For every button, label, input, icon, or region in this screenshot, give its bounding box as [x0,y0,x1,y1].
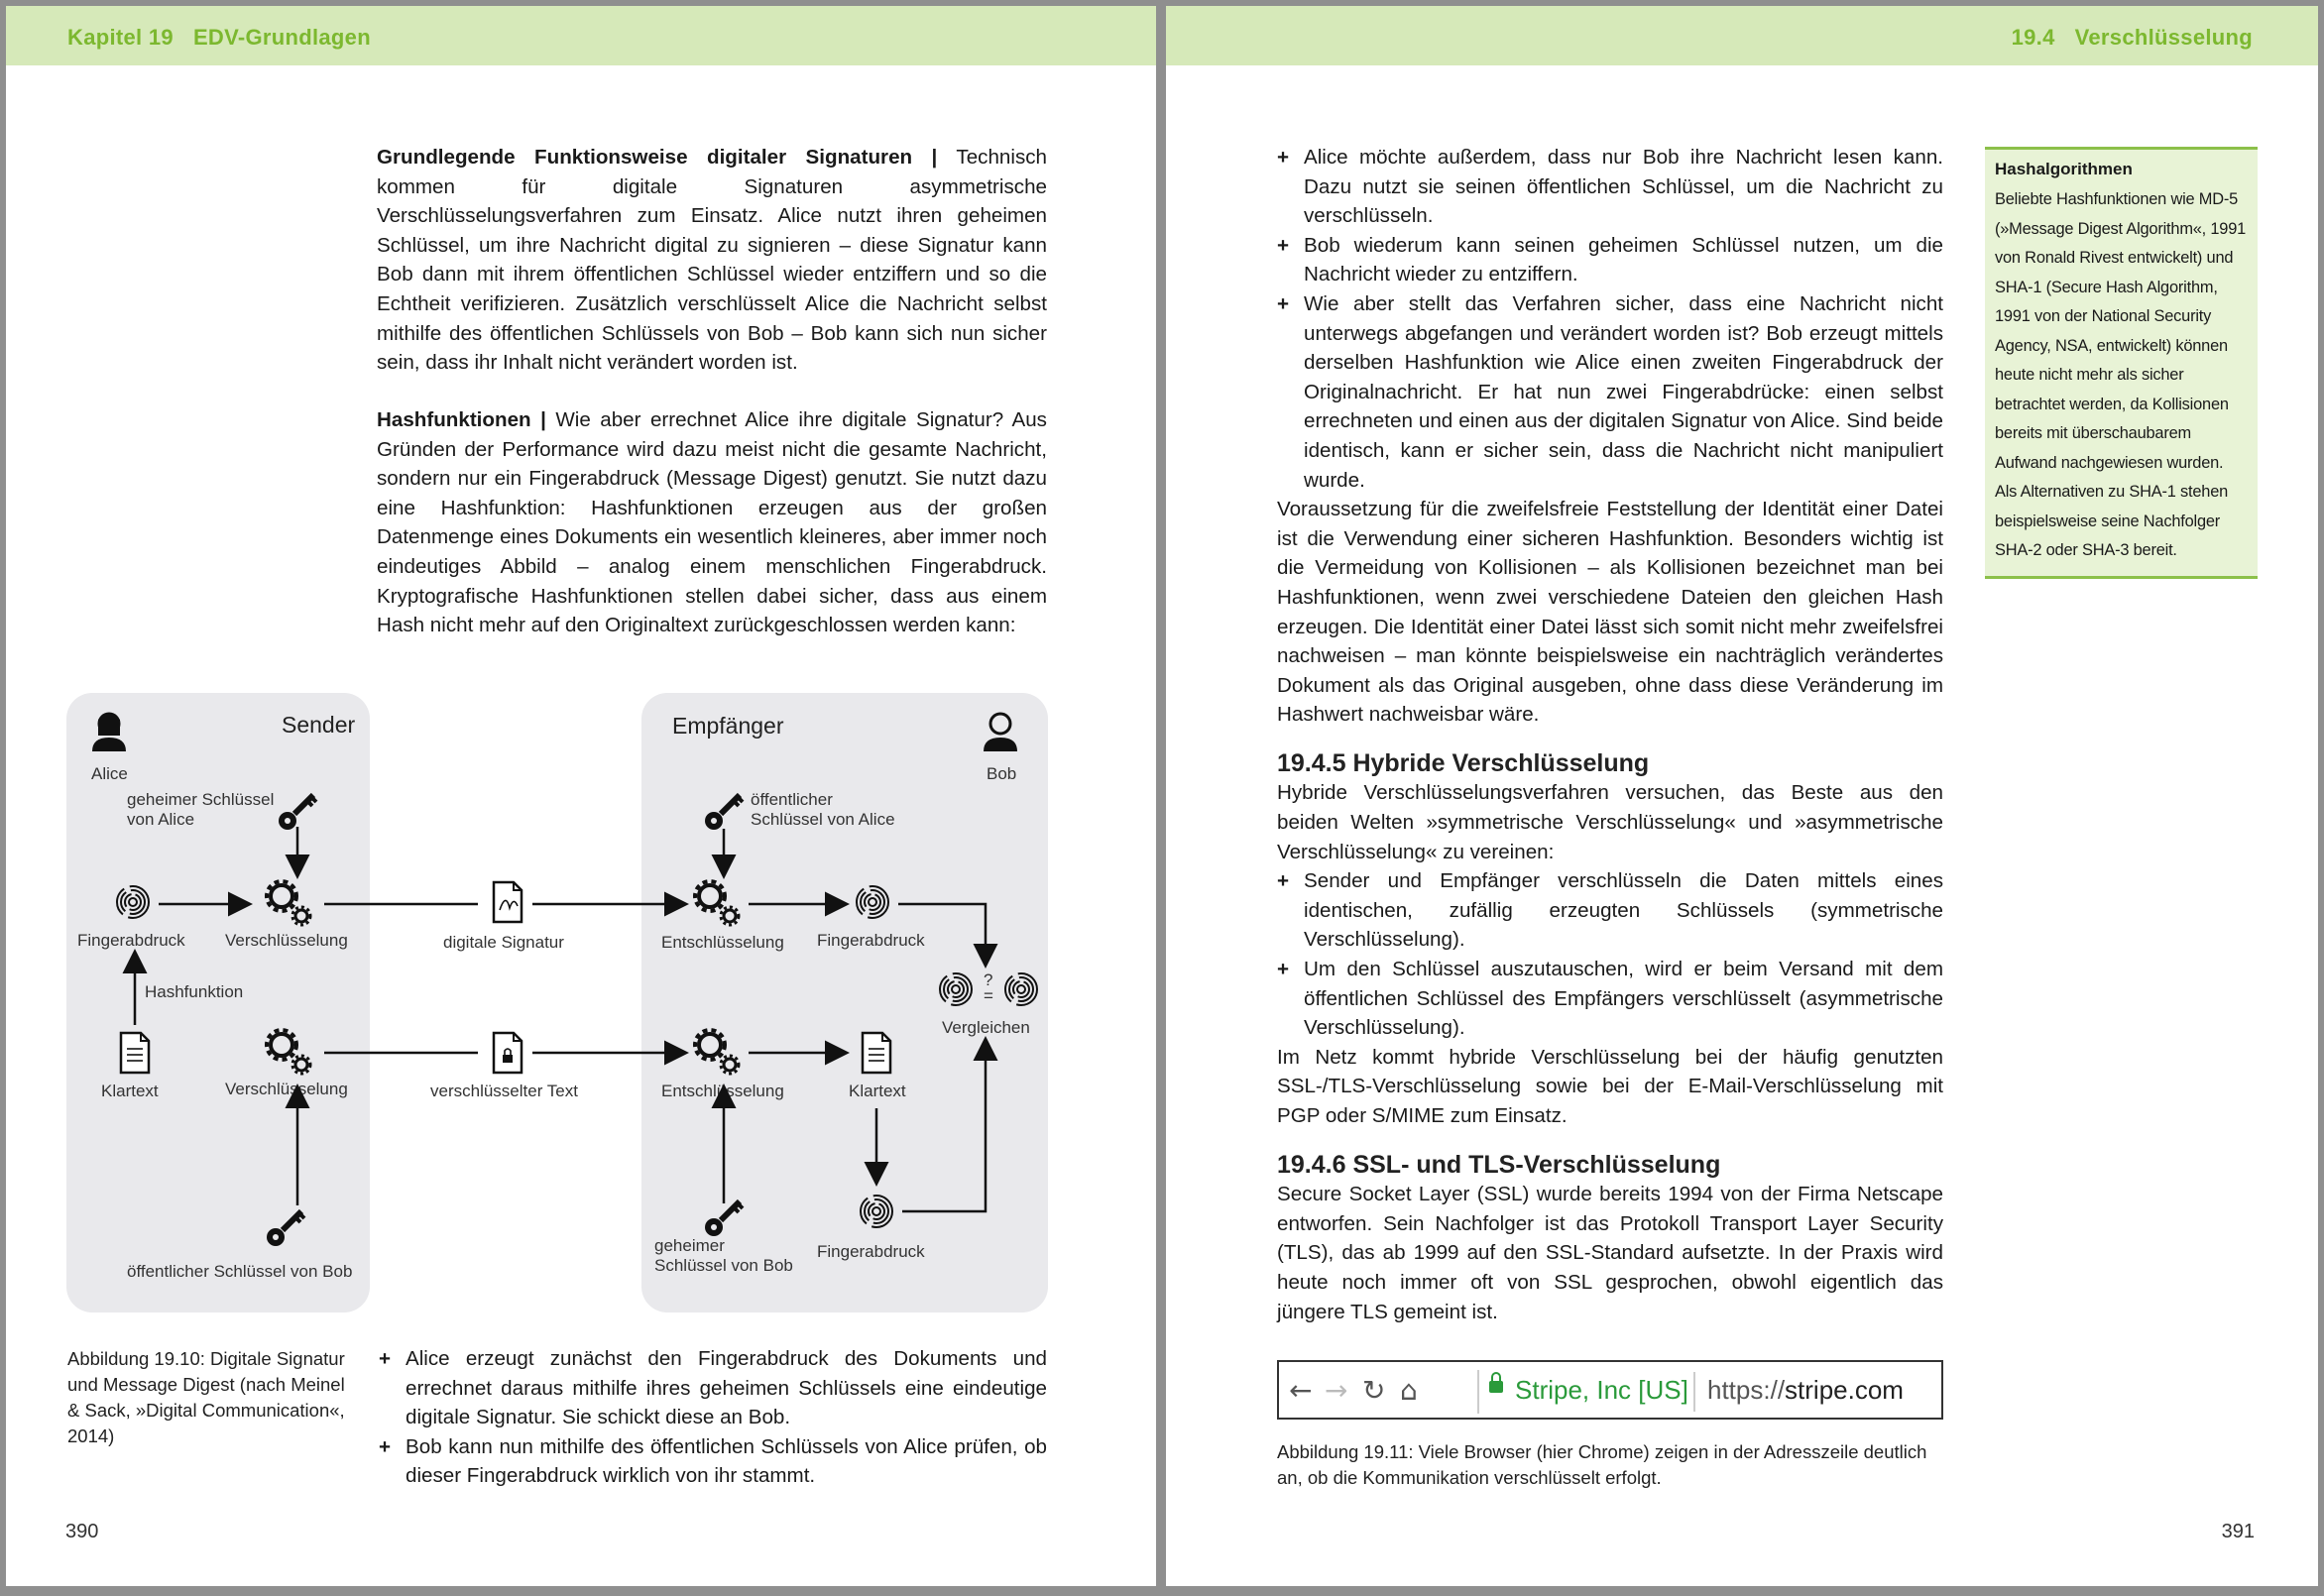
para1-text: Technisch kommen für digitale Signaturen asymmetrische Verschlüsselungsverfahren zum Einsatz. Alice nutzt ihren geheimen Schlüssel, um ihre Nachricht digital zu signieren – diese Signatur kann Bob dann mit ihrem öffentlichen Schlüssel wieder entziffern und so die Echtheit verifizieren. Zusätzlich verschlüsselt Alice die Nachricht selbst mithilfe des öffentlichen Schlüssels von Bob – Bob kann sich nun sicher sein, dass ihr Inhalt nicht verändert worden ist. [377,146,1047,375]
toolbar-separator [1477,1370,1479,1414]
fingerprint-label: Fingerabdruck [77,931,185,950]
url-field[interactable] [1707,1375,1904,1406]
section-number: 19.4 [2011,25,2055,50]
signature-diagram [61,688,1053,1322]
bob-secret-key-label-2: Schlüssel von Bob [654,1256,793,1275]
sender-title: Sender [282,712,356,738]
hybrid-bullet-2: + Um den Schlüssel auszutauschen, wird er beim Versand mit dem öffentlichen Schlüssel des Empfängers verschlüsselt (asymmetrische Verschlüsselung). [1277,955,1943,1043]
digital-signature-label: digitale Signatur [443,933,564,952]
url-protocol: https:// [1707,1375,1786,1405]
signature-document-icon [494,882,522,922]
receiver-plaintext-label: Klartext [849,1082,906,1100]
certificate-organization[interactable]: Stripe, Inc [US] [1515,1375,1688,1405]
plaintext-label: Klartext [101,1082,159,1100]
sidebox-text: Beliebte Hashfunktionen wie MD-5 (»Message Digest Algorithm«, 1991 von Ronald Rivest entwickelt) und SHA-1 (Secure Hash Algorithm, 1991 von der National Security Agency, NSA, entwickelt) können heute nicht mehr als sicher betrachtet werden, da Kollisionen bereits mit überschaubarem Aufwand nachgewiesen wurden. Als Alternativen zu SHA-1 stehen beispielsweise seine Nachfolger SHA-2 oder SHA-3 bereit. [1995,190,2247,559]
receiver-fingerprint-label: Fingerabdruck [817,931,925,950]
hybrid-bullet-1: + Sender und Empfänger verschlüsseln die Daten mittels eines identischen, zufällig erzeugten Schlüssels (symmetrische Verschlüsselung). [1277,866,1943,955]
decryption-label: Entschlüsselung [661,933,784,952]
compare-label: Vergleichen [942,1018,1030,1037]
para1-lead: Grundlegende Funktionsweise digitaler Signaturen | [377,146,938,169]
forward-arrow-icon[interactable]: → [1325,1374,1348,1407]
chapter-title: EDV-Grundlagen [192,25,371,50]
sidebox-title: Hashalgorithmen [1995,160,2133,178]
bob-label: Bob [987,764,1017,783]
right-page [1166,6,2318,1586]
ssl-paragraph: Secure Socket Layer (SSL) wurde bereits 1994 von der Firma Netscape entworfen. Sein Nachfolger ist das Protokoll Transport Layer Security (TLS), das ab 1999 auf den SSL-Standard aufsetzte. In der Praxis wird heute noch immer oft von SSL gesprochen, obwohl eigentlich das jüngere TLS gemeint ist. [1277,1183,1943,1323]
left-page [6,6,1156,1586]
hash-function-label: Hashfunktion [145,982,244,1001]
bob-public-key-label: öffentlicher Schlüssel von Bob [127,1262,353,1281]
right-page-number: 391 [2221,1521,2255,1542]
heading-ssl: 19.4.6 SSL- und TLS-Verschlüsselung [1277,1150,1721,1179]
hash-algorithms-sidebox [1985,147,2258,579]
chapter-label: Kapitel 19 [67,25,174,50]
heading-hybrid: 19.4.5 Hybride Verschlüsselung [1277,748,1650,777]
right-running-header [2012,25,2253,51]
right-bullet-2: + Bob wiederum kann seinen geheimen Schlüssel nutzen, um die Nachricht wieder zu entziffern. [1277,231,1943,289]
figure-caption-19-11: Abbildung 19.11: Viele Browser (hier Chrome) zeigen in der Adresszeile deutlich an, ob die Kommunikation verschlüsselt erfolgt. [1277,1441,1927,1488]
receiver-plaintext-icon [863,1033,890,1073]
decryption2-label: Entschlüsselung [661,1082,784,1100]
right-bullet-1: + Alice möchte außerdem, dass nur Bob ihre Nachricht lesen kann. Dazu nutzt sie seinen öffentlichen Schlüssel, um die Nachricht zu verschlüsseln. [1277,143,1943,231]
compare-question-mark: ? [984,970,993,989]
alice-label: Alice [91,764,128,783]
encrypted-text-label: verschlüsselter Text [430,1082,578,1100]
encryption-label: Verschlüsselung [225,931,348,950]
left-paragraph-hash [377,405,1047,640]
left-bullet-1: + Alice erzeugt zunächst den Fingerabdruck des Dokuments und errechnet daraus mithilfe ihres geheimen Schlüssels eine eindeutige digitale Signatur. Sie schickt diese an Bob. [379,1344,1047,1432]
alice-public-key-label-2: Schlüssel von Alice [751,810,895,829]
home-icon[interactable]: ⌂ [1400,1374,1418,1407]
left-bullet-2: + Bob kann nun mithilfe des öffentlichen Schlüssels von Alice prüfen, ob dieser Fingerabdruck wirklich von ihr stammt. [379,1432,1047,1491]
hybrid-paragraph: Hybride Verschlüsselungsverfahren versuchen, das Beste aus den beiden Welten »symmetrische Verschlüsselung« und »asymmetrische Verschlüsselung« zu vereinen: [1277,781,1943,863]
browser-address-bar [1277,1360,1943,1420]
left-bullet-list [379,1344,1047,1491]
back-arrow-icon[interactable]: ← [1289,1374,1313,1407]
net-paragraph: Im Netz kommt hybride Verschlüsselung bei der häufig genutzten SSL-/TLS-Verschlüsselung sowie bei der E-Mail-Verschlüsselung mit PGP oder S/MIME zum Einsatz. [1277,1045,1943,1127]
alice-secret-key-label-2: von Alice [127,810,195,829]
sender-panel [66,693,370,1312]
identity-paragraph: Voraussetzung für die zweifelsfreie Feststellung der Identität einer Datei ist die Verwendung einer sicheren Hashfunktion. Besonders wichtig ist die Vermeidung von Kollisionen – als Kollisionen bezeichnet man bei Hashfunktionen, wenn zwei verschiedene Dateien den gleichen Hash erzeugen. Die Identität einer Datei lässt sich somit nicht mehr zweifelsfrei nachweisen – man könnte beispielsweise ein nachträglich verändertes Dokument als das Original ausgeben, ohne dass diese Veränderung im Hashwert nachweisbar wäre. [1277,498,1943,727]
left-paragraph-signatures [377,143,1047,378]
para2-text: Wie aber errechnet Alice ihre digitale Signatur? Aus Gründen der Performance wird dazu meist nicht die gesamte Nachricht, sondern nur ein Fingerabdruck (Message Digest) genutzt. Sie nutzt dazu eine Hashfunktion: Hashfunktionen erzeugen aus der großen Datenmenge eines Dokuments ein wesentlich kleineres, aber immer noch eindeutiges Abbild – analog einem menschlichen Fingerabdruck. Kryptografische Hashfunktionen stellen dabei sicher, dass aus einem Hash nicht mehr auf den Originaltext zurückgeschlossen werden kann: [377,408,1047,637]
section-title: Verschlüsselung [2074,25,2253,50]
alice-secret-key-label-1: geheimer Schlüssel [127,790,275,809]
compare-equals: = [984,986,993,1005]
lock-icon[interactable] [1489,1381,1503,1393]
alice-public-key-label-1: öffentlicher [751,790,833,809]
right-main-text [1277,143,1943,1326]
url-separator [1693,1372,1695,1412]
figure-caption-19-10: Abbildung 19.10: Digitale Signatur und Message Digest (nach Meinel & Sack, »Digital Communication«, 2014) [67,1348,345,1446]
reload-icon[interactable]: ↻ [1362,1374,1386,1407]
right-bullet-3: + Wie aber stellt das Verfahren sicher, dass eine Nachricht nicht unterwegs abgefangen und verändert worden ist? Bob erzeugt mittels derselben Hashfunktion wie Alice einen zweiten Fingerabdruck der Originalnachricht. Er hat nun zwei Fingerabdrücke: einen selbst errechneten und einen aus der digitalen Signatur von Alice. Sind beide identisch, kann er sicher sein, dass die Nachricht nicht manipuliert wurde. [1277,289,1943,495]
encrypted-document-icon [494,1033,522,1073]
plaintext-document-icon [121,1033,149,1073]
url-domain: stripe.com [1785,1375,1904,1405]
receiver-fingerprint2-label: Fingerabdruck [817,1242,925,1261]
bob-secret-key-label-1: geheimer [654,1236,725,1255]
receiver-title: Empfänger [672,713,784,739]
left-running-header [67,25,371,51]
encryption2-label: Verschlüsselung [225,1080,348,1098]
left-page-number: 390 [65,1521,99,1542]
para2-lead: Hashfunktionen | [377,408,546,431]
